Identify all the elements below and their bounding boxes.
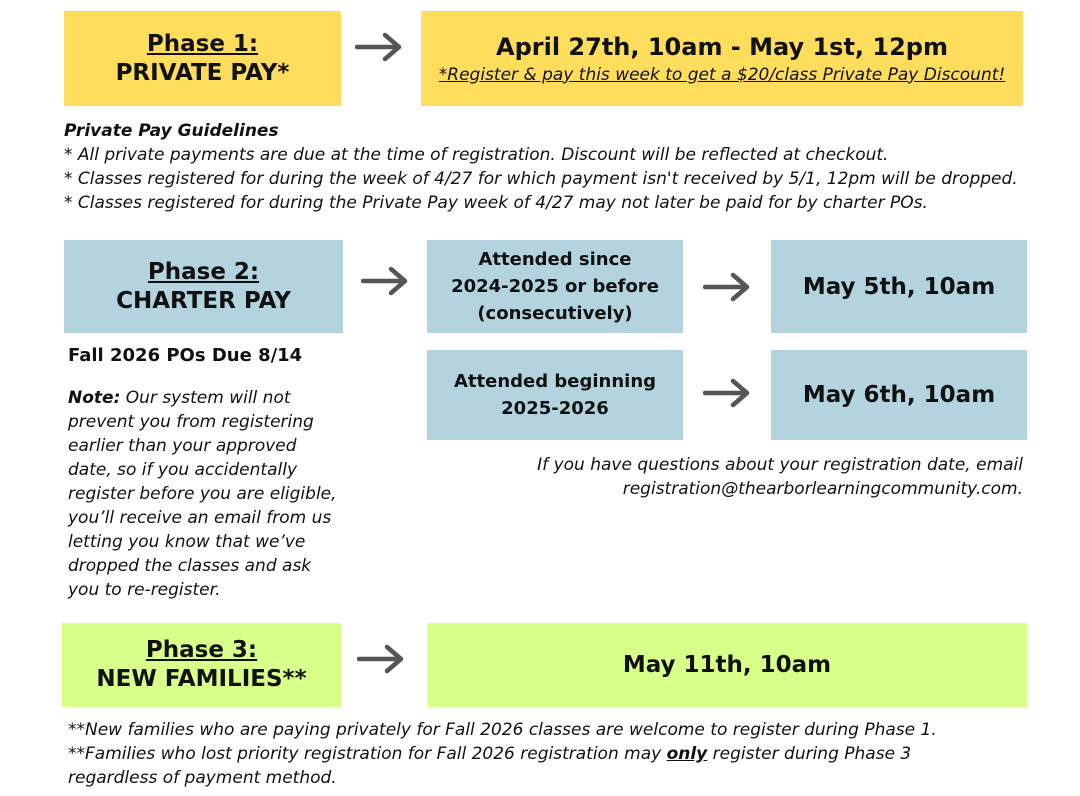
arrow-icon xyxy=(703,378,751,408)
phase2-note xyxy=(68,386,353,602)
footnote-pre: **Families who lost priority registration for Fall 2026 registration may xyxy=(68,744,667,764)
footnote-line xyxy=(68,742,911,766)
arrow-icon xyxy=(355,32,403,62)
note-line: you’ll receive an email from us xyxy=(68,508,332,528)
group-beginning-line: 2025-2026 xyxy=(501,398,609,419)
phase2-subheading: CHARTER PAY xyxy=(116,287,291,314)
group-beginning-box xyxy=(427,350,683,440)
guideline-item: * Classes registered for during the Private Pay week of 4/27 may not later be paid for by charter POs. xyxy=(64,193,928,213)
arrow-icon xyxy=(357,644,405,674)
phase3-subheading: NEW FAMILIES** xyxy=(96,666,307,692)
note-line: you to re-register. xyxy=(68,580,221,600)
registration-email[interactable]: registration@thearborlearningcommunity.com. xyxy=(622,479,1023,499)
group-since-line: 2024-2025 or before xyxy=(451,276,659,297)
phase2-label-box xyxy=(64,240,343,333)
phase3-date: May 11th, 10am xyxy=(622,652,832,678)
group-beginning-line: Attended beginning xyxy=(453,371,657,392)
note-line: dropped the classes and ask xyxy=(68,556,312,576)
note-line: earlier than your approved xyxy=(68,436,297,456)
group-beginning-date: May 6th, 10am xyxy=(802,382,996,408)
phase3-label-box xyxy=(62,623,341,707)
phase3-heading: Phase 3: xyxy=(145,637,258,663)
note-line: prevent you from registering xyxy=(68,412,314,432)
note-line: date, so if you accidentally xyxy=(68,460,298,480)
group-since-line: Attended since xyxy=(478,249,632,270)
footnote-emphasis: only xyxy=(666,744,708,764)
guideline-item: * Classes registered for during the week of 4/27 for which payment isn't received by 5/1, 12pm will be dropped. xyxy=(64,169,1018,189)
group-since-box xyxy=(427,240,683,333)
phase1-date: April 27th, 10am - May 1st, 12pm xyxy=(496,32,948,61)
phase3-date-box xyxy=(427,623,1027,707)
phase1-label-box xyxy=(64,11,341,106)
arrow-icon xyxy=(703,272,751,302)
note-line: register before you are eligible, xyxy=(68,484,337,504)
group-since-date: May 5th, 10am xyxy=(802,273,996,300)
phase1-discount-note: *Register & pay this week to get a $20/class Private Pay Discount! xyxy=(438,64,1006,85)
note-line: letting you know that we’ve xyxy=(68,532,306,552)
note-label: Note: xyxy=(68,388,121,408)
guidelines-title: Private Pay Guidelines xyxy=(64,121,279,141)
footnote-post: register during Phase 3 xyxy=(707,744,912,764)
phase1-heading: Phase 1: xyxy=(146,30,259,57)
note-line: Our system will not xyxy=(125,388,291,408)
questions-line: If you have questions about your registration date, email xyxy=(537,455,1023,475)
arrow-icon xyxy=(361,266,409,296)
group-beginning-date-box xyxy=(771,350,1027,440)
po-due-text: Fall 2026 POs Due 8/14 xyxy=(68,345,303,366)
phase1-date-box xyxy=(421,11,1023,106)
group-since-date-box xyxy=(771,240,1027,333)
phase2-heading: Phase 2: xyxy=(147,258,260,285)
footnote-line: regardless of payment method. xyxy=(68,768,337,788)
phase1-subheading: PRIVATE PAY* xyxy=(115,59,290,86)
guideline-item: * All private payments are due at the time of registration. Discount will be reflected at checkout. xyxy=(64,145,889,165)
group-since-line: (consecutively) xyxy=(477,303,633,324)
footnote-line: **New families who are paying privately for Fall 2026 classes are welcome to register during Phase 1. xyxy=(68,720,937,740)
